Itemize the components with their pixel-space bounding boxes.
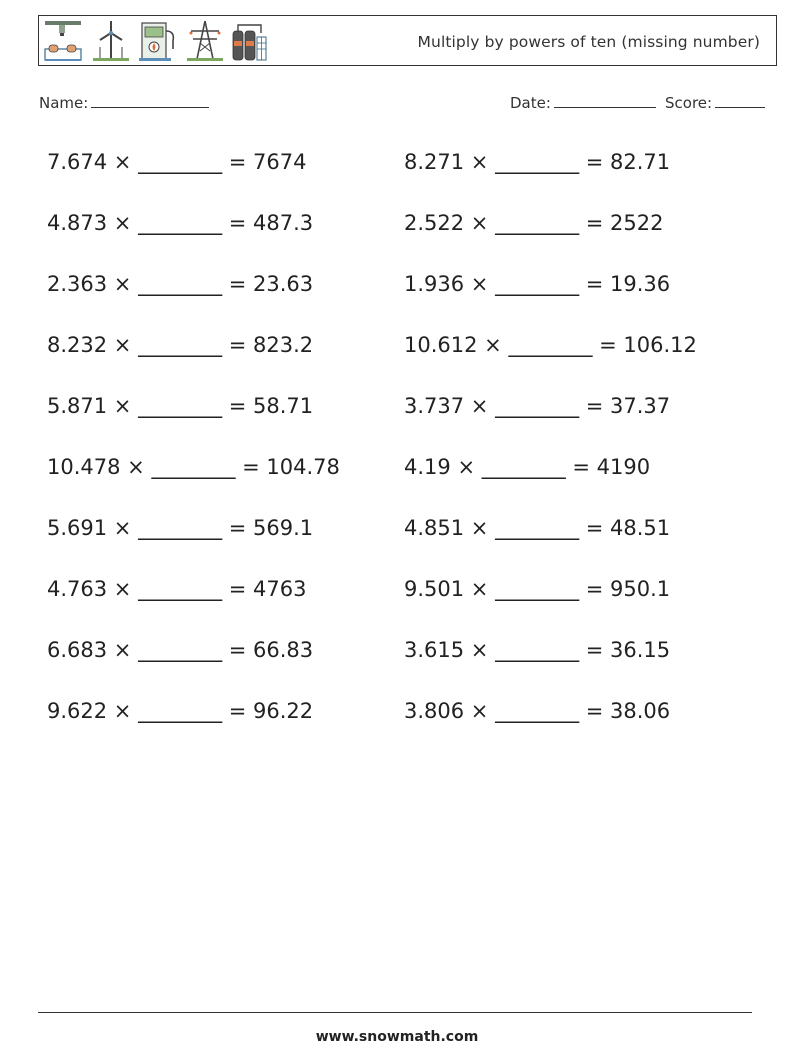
problem-right-2: 2.522 × ________ = 2522 (404, 211, 664, 235)
name-label: Name: (39, 94, 89, 112)
product: 19.36 (610, 272, 671, 296)
product: 82.71 (610, 150, 671, 174)
answer-blank[interactable]: ________ (138, 272, 223, 296)
answer-blank[interactable]: ________ (138, 516, 223, 540)
problem-left-2: 4.873 × ________ = 487.3 (47, 211, 314, 235)
product: 950.1 (610, 577, 671, 601)
problem-left-9: 6.683 × ________ = 66.83 (47, 638, 314, 662)
product: 569.1 (253, 516, 314, 540)
product: 66.83 (253, 638, 314, 662)
answer-blank[interactable]: ________ (495, 638, 580, 662)
answer-blank[interactable]: ________ (495, 150, 580, 174)
product: 823.2 (253, 333, 314, 357)
problem-left-4: 8.232 × ________ = 823.2 (47, 333, 314, 357)
product: 7674 (253, 150, 307, 174)
worksheet-title: Multiply by powers of ten (missing number) (417, 33, 760, 51)
factor: 2.522 (404, 211, 465, 235)
gas-tanks-icon (233, 25, 266, 60)
answer-blank[interactable]: ________ (151, 455, 236, 479)
problem-right-6: 4.19 × ________ = 4190 (404, 455, 651, 479)
fuel-pump-icon (139, 23, 173, 61)
answer-blank[interactable]: ________ (138, 333, 223, 357)
factor: 8.271 (404, 150, 465, 174)
factor: 6.683 (47, 638, 108, 662)
date-label: Date: (510, 94, 551, 112)
answer-blank[interactable]: ________ (138, 211, 223, 235)
footer-divider (38, 1012, 752, 1013)
factor: 3.615 (404, 638, 465, 662)
problem-right-1: 8.271 × ________ = 82.71 (404, 150, 671, 174)
problem-left-10: 9.622 × ________ = 96.22 (47, 699, 314, 723)
product: 106.12 (623, 333, 697, 357)
answer-blank[interactable]: ________ (495, 394, 580, 418)
footer-url[interactable]: www.snowmath.com (315, 1029, 479, 1045)
factor: 10.478 (47, 455, 121, 479)
factor: 4.873 (47, 211, 108, 235)
name-field[interactable] (39, 93, 209, 112)
problem-left-8: 4.763 × ________ = 4763 (47, 577, 307, 601)
problem-right-7: 4.851 × ________ = 48.51 (404, 516, 671, 540)
header-icon-strip (43, 19, 273, 63)
problem-left-7: 5.691 × ________ = 569.1 (47, 516, 314, 540)
answer-blank[interactable]: ________ (138, 699, 223, 723)
factor: 9.622 (47, 699, 108, 723)
product: 2522 (610, 211, 664, 235)
product: 4190 (596, 455, 651, 479)
date-line[interactable] (554, 93, 656, 108)
problem-left-3: 2.363 × ________ = 23.63 (47, 272, 314, 296)
problem-left-1: 7.674 × ________ = 7674 (47, 150, 307, 174)
answer-blank[interactable]: ________ (481, 455, 566, 479)
factor: 4.19 (404, 455, 451, 479)
answer-blank[interactable]: ________ (495, 699, 580, 723)
factor: 3.806 (404, 699, 465, 723)
answer-blank[interactable]: ________ (495, 272, 580, 296)
product: 23.63 (253, 272, 314, 296)
factor: 9.501 (404, 577, 465, 601)
factor: 4.763 (47, 577, 108, 601)
answer-blank[interactable]: ________ (508, 333, 593, 357)
wind-turbine-icon (93, 21, 129, 61)
product: 96.22 (253, 699, 314, 723)
product: 48.51 (610, 516, 671, 540)
product: 104.78 (266, 455, 340, 479)
answer-blank[interactable]: ________ (138, 638, 223, 662)
factor: 4.851 (404, 516, 465, 540)
answer-blank[interactable]: ________ (138, 394, 223, 418)
answer-blank[interactable]: ________ (495, 211, 580, 235)
problem-right-10: 3.806 × ________ = 38.06 (404, 699, 671, 723)
problem-left-6: 10.478 × ________ = 104.78 (47, 455, 340, 479)
problem-right-4: 10.612 × ________ = 106.12 (404, 333, 697, 357)
factor: 3.737 (404, 394, 465, 418)
product: 36.15 (610, 638, 671, 662)
factor: 5.691 (47, 516, 108, 540)
factor: 1.936 (404, 272, 465, 296)
power-tower-icon (187, 21, 223, 61)
problem-left-5: 5.871 × ________ = 58.71 (47, 394, 314, 418)
score-line[interactable] (715, 93, 765, 108)
date-field[interactable] (510, 93, 656, 112)
score-label: Score: (665, 94, 713, 112)
answer-blank[interactable]: ________ (138, 150, 223, 174)
product: 38.06 (610, 699, 671, 723)
factor: 8.232 (47, 333, 108, 357)
answer-blank[interactable]: ________ (138, 577, 223, 601)
factor: 10.612 (404, 333, 478, 357)
faucet-icon (45, 21, 81, 61)
problem-right-3: 1.936 × ________ = 19.36 (404, 272, 671, 296)
product: 37.37 (610, 394, 671, 418)
factor: 7.674 (47, 150, 108, 174)
answer-blank[interactable]: ________ (495, 577, 580, 601)
factor: 5.871 (47, 394, 108, 418)
problem-right-8: 9.501 × ________ = 950.1 (404, 577, 671, 601)
score-field[interactable] (665, 93, 765, 112)
product: 487.3 (253, 211, 314, 235)
factor: 2.363 (47, 272, 108, 296)
worksheet-header (38, 15, 777, 66)
name-line[interactable] (91, 93, 209, 108)
problem-right-5: 3.737 × ________ = 37.37 (404, 394, 671, 418)
product: 4763 (253, 577, 307, 601)
answer-blank[interactable]: ________ (495, 516, 580, 540)
product: 58.71 (253, 394, 314, 418)
problem-right-9: 3.615 × ________ = 36.15 (404, 638, 671, 662)
